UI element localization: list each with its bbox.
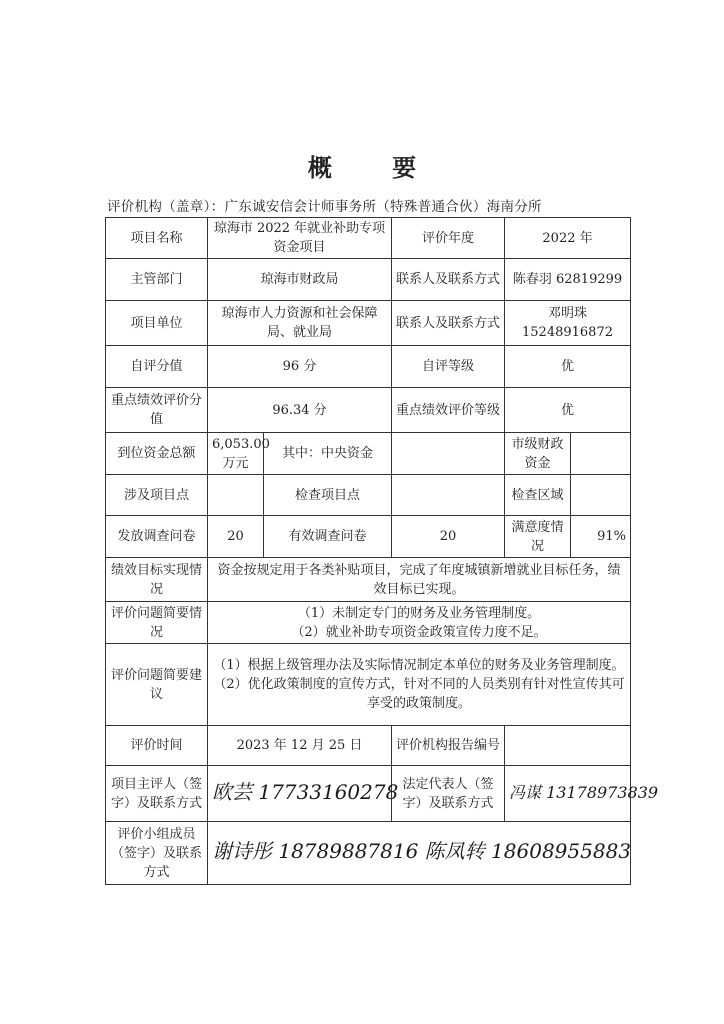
contact1-label: 联系人及联系方式	[392, 259, 505, 301]
advice-value	[208, 644, 631, 726]
reviewer-label: 项目主评人（签字）及联系方式	[106, 766, 208, 822]
check-points-value	[392, 475, 505, 516]
key-grade-label: 重点绩效评价等级	[392, 388, 505, 433]
key-score-label: 重点绩效评价分值	[106, 388, 208, 433]
key-score-value: 96.34 分	[208, 388, 392, 433]
project-points-label: 涉及项目点	[106, 475, 208, 516]
contact2-value: 邓明珠 15248916872	[505, 301, 631, 346]
city-funds-label: 市级财政资金	[505, 433, 571, 475]
issues-label: 评价问题简要情况	[106, 602, 208, 644]
issue-item-2: （2）就业补助专项资金政策宣传力度不足。	[291, 624, 547, 640]
satisfaction-label: 满意度情况	[505, 516, 571, 558]
eval-year-label: 评价年度	[392, 218, 505, 259]
self-grade-value: 优	[505, 346, 631, 388]
evaluation-org: 评价机构（盖章）：广东诚安信会计师事务所（特殊普通合伙）海南分所	[107, 199, 542, 215]
self-score-value: 96 分	[208, 346, 392, 388]
key-grade-value: 优	[505, 388, 631, 433]
eval-year-value: 2022 年	[505, 218, 631, 259]
advice-item-2: （2）优化政策制度的宣传方式，针对不同的人员类别有针对性宣传其可享受的政策制度。	[213, 677, 625, 711]
project-name-value: 琼海市 2022 年就业补助专项资金项目	[208, 218, 392, 259]
report-no-label: 评价机构报告编号	[392, 726, 505, 766]
reviewer-signature	[208, 766, 399, 822]
check-area-value	[571, 475, 631, 516]
dept-label: 主管部门	[106, 259, 208, 301]
check-area-label: 检查区域	[505, 475, 571, 516]
contact1-value: 陈春羽 62819299	[505, 259, 631, 301]
central-funds-label: 其中：中央资金	[264, 433, 392, 475]
self-grade-label: 自评等级	[392, 346, 505, 388]
issues-value	[208, 602, 631, 644]
team-signature-text: 谢诗彤 18789887816 陈凤转 18608955883	[212, 839, 632, 863]
central-funds-value	[392, 433, 505, 475]
legal-rep-label: 法定代表人（签字）及联系方式	[392, 766, 505, 822]
valid-survey-label: 有效调查问卷	[264, 516, 392, 558]
project-points-value	[208, 475, 264, 516]
satisfaction-value: 91%	[571, 516, 631, 558]
self-score-label: 自评分值	[106, 346, 208, 388]
unit-label: 项目单位	[106, 301, 208, 346]
eval-time-label: 评价时间	[106, 726, 208, 766]
reviewer-signature-text: 欧芸 17733160278	[212, 779, 399, 804]
survey-label: 发放调查问卷	[106, 516, 208, 558]
team-label: 评价小组成员（签字）及联系方式	[106, 822, 208, 885]
dept-value: 琼海市财政局	[208, 259, 392, 301]
survey-value: 20	[208, 516, 264, 558]
goal-value: 资金按规定用于各类补贴项目，完成了年度城镇新增就业目标任务，绩效目标已实现。	[208, 558, 631, 602]
funds-value: 6,053.00 万元	[208, 433, 264, 475]
legal-rep-signature-text: 冯谋 13178973839	[509, 783, 659, 802]
team-signatures	[208, 822, 631, 885]
legal-rep-signature	[505, 766, 659, 822]
page-title: 概 要	[307, 153, 443, 182]
advice-item-1: （1）根据上级管理办法及实际情况制定本单位的财务及业务管理制度。	[213, 658, 625, 673]
valid-survey-value: 20	[392, 516, 505, 558]
project-name-label: 项目名称	[106, 218, 208, 259]
funds-label: 到位资金总额	[106, 433, 208, 475]
check-points-label: 检查项目点	[264, 475, 392, 516]
goal-label: 绩效目标实现情况	[106, 558, 208, 602]
unit-value: 琼海市人力资源和社会保障局、就业局	[208, 301, 392, 346]
issue-item-1: （1）未制定专门的财务及业务管理制度。	[297, 605, 541, 621]
advice-label: 评价问题简要建议	[106, 644, 208, 726]
eval-time-value: 2023 年 12 月 25 日	[208, 726, 392, 766]
summary-table	[105, 217, 659, 885]
report-no-value	[505, 726, 631, 766]
city-funds-value	[571, 433, 631, 475]
contact2-label: 联系人及联系方式	[392, 301, 505, 346]
